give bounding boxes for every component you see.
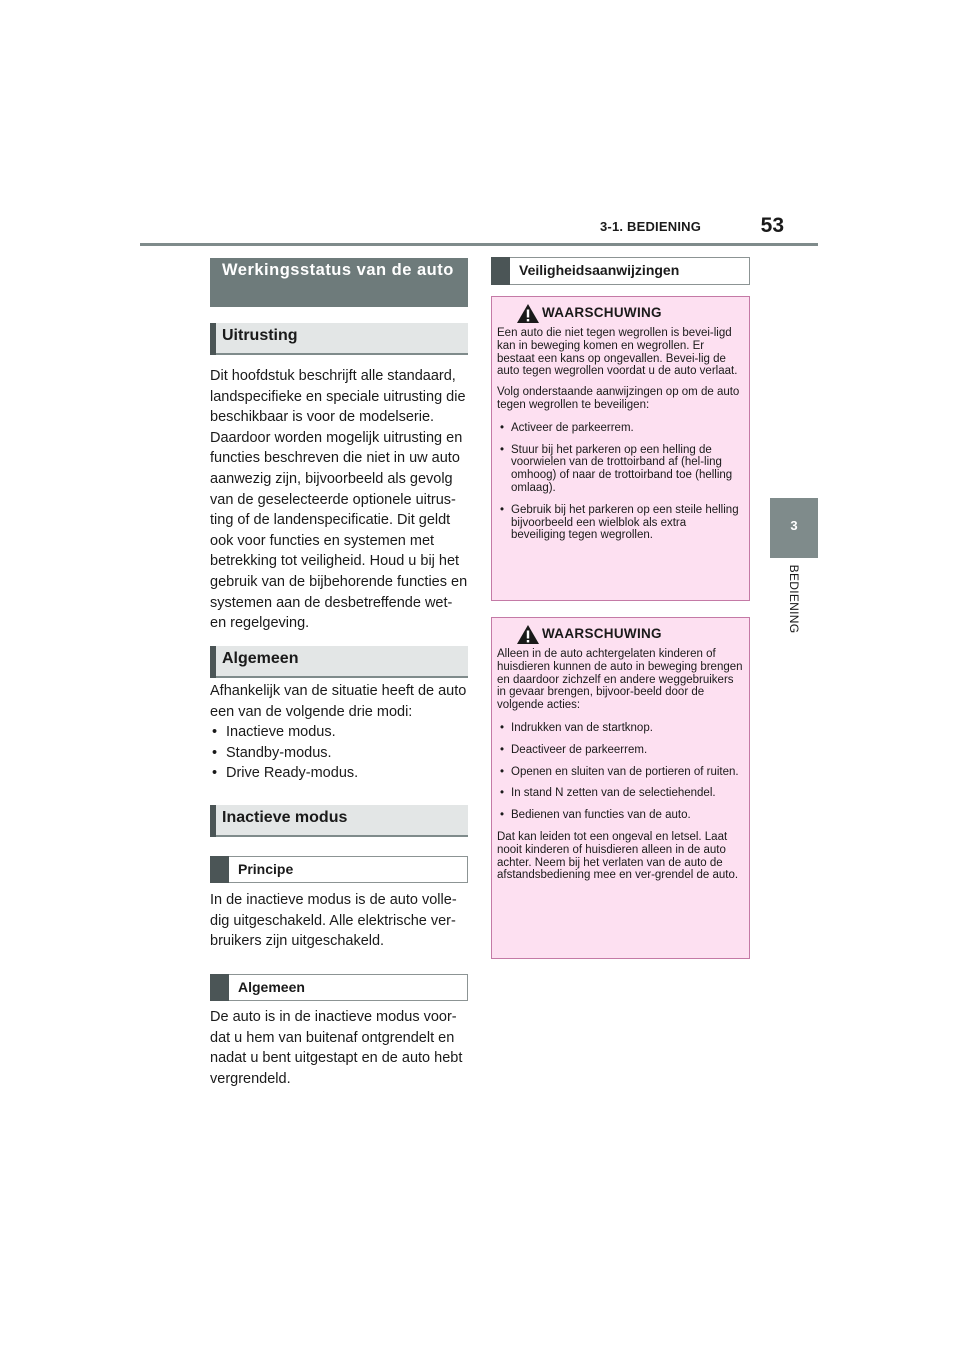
algemeen-intro: Afhankelijk van de situatie heeft de auto een van de volgende drie modi:	[210, 683, 467, 720]
warning-paragraph: Volg onderstaande aanwijzingen op om de auto tegen wegrollen te beveiligen:	[497, 386, 740, 411]
chapter-tab-label: BEDIENING	[787, 564, 801, 634]
warning-title: WAARSCHUWING	[542, 305, 662, 320]
subheading-veiligheid	[491, 257, 750, 285]
list-item: • Activeer de parkeerrem.	[497, 422, 743, 435]
warning-header	[492, 618, 749, 648]
section-title: Werkingsstatus van de auto	[222, 261, 454, 279]
principe-paragraph: In de inactieve modus is de auto volle-dig uitgeschakeld. Alle elektrische ver-bruikers zijn uitgeschakeld.	[210, 892, 457, 950]
page-number: 53	[760, 214, 784, 237]
list-item: • Openen en sluiten van de portieren of ruiten.	[497, 766, 743, 779]
chapter-tab-number: 3	[790, 518, 798, 533]
inactieve-algemeen-paragraph: De auto is in de inactieve modus voor-dat u hem van buitenaf ontgrendelt en nadat u bent uitgestapt en de auto hebt vergrendeld.	[210, 1009, 463, 1087]
list-item: • Deactiveer de parkeerrem.	[497, 744, 743, 757]
list-item: • Gebruik bij het parkeren op een steile helling bijvoorbeeld een wielblok als extra beveiliging tegen wegrollen.	[497, 504, 743, 542]
heading-inactieve-modus	[210, 805, 468, 837]
warning-box-rolling	[491, 296, 750, 601]
uitrusting-text	[210, 366, 468, 634]
section-title-bar	[210, 258, 468, 307]
warning-header	[492, 297, 749, 327]
warning-paragraph: Een auto die niet tegen wegrollen is bevei-ligd kan in beweging komen en wegrollen. Er bestaat een kans op ongevallen. Bevei-lig de auto tegen wegrollen voordat u de auto verlaat.	[497, 327, 738, 378]
list-item: • Stuur bij het parkeren op een helling de voorwielen van de trottoirband af (hel-ling omhoog) of naar de trottoirband toe (helling omlaag).	[497, 444, 743, 495]
warning-paragraph: Alleen in de auto achtergelaten kinderen of huisdieren kunnen de auto in beweging brengen en daardoor zichzelf en andere weggebruikers in gevaar brengen, bijvoor-beeld door de volgende acties:	[497, 648, 743, 712]
warning-body	[492, 327, 749, 542]
list-item: • Bedienen van functies van de auto.	[497, 809, 743, 822]
subheading-algemeen-label: Algemeen	[238, 979, 305, 995]
subheading-algemeen	[210, 974, 468, 1001]
list-item: • In stand N zetten van de selectiehendel.	[497, 787, 743, 800]
heading-uitrusting-label: Uitrusting	[222, 327, 298, 344]
algemeen-text	[210, 681, 468, 784]
warning-list	[497, 422, 743, 542]
heading-algemeen-label: Algemeen	[222, 650, 299, 667]
inactieve-algemeen-text	[210, 1007, 468, 1089]
heading-uitrusting	[210, 323, 468, 355]
warning-body	[492, 648, 749, 882]
list-item: • Inactieve modus.	[210, 722, 468, 743]
warning-title: WAARSCHUWING	[542, 626, 662, 641]
uitrusting-paragraph: Dit hoofdstuk beschrijft alle standaard, landspecifieke en speciale uitrusting die beschikbaar is voor de modelserie. Daardoor worden mogelijk uitrusting en functies beschreven die niet in uw auto aanwezig zijn, bijvoorbeeld als gevolg van de geselecteerde optionele uitrus-ting of de landenspecificatie. Dit geldt ook voor functies en systemen met betrekking tot veiligheid. Houd u bij het gebruik van de bijbehorende functies en systemen aan de desbetreffende wet- en regelgeving.	[210, 368, 468, 632]
warning-list	[497, 722, 743, 822]
warning-paragraph: Dat kan leiden tot een ongeval en letsel. Laat nooit kinderen of huisdieren alleen in de auto achter. Neem bij het verlaten van de auto de afstandsbediening mee en ver-grendel de auto.	[497, 830, 739, 882]
header-rule	[140, 243, 818, 246]
list-item: • Drive Ready-modus.	[210, 763, 468, 784]
heading-inactieve-modus-label: Inactieve modus	[222, 809, 348, 826]
section-label: 3-1. BEDIENING	[600, 219, 702, 234]
warning-icon	[517, 625, 539, 644]
warning-icon	[517, 304, 539, 323]
subheading-veiligheid-label: Veiligheidsaanwijzingen	[519, 262, 680, 278]
list-item: • Standby-modus.	[210, 743, 468, 764]
subheading-principe-label: Principe	[238, 861, 294, 877]
warning-box-children	[491, 617, 750, 959]
list-item: • Indrukken van de startknop.	[497, 722, 743, 735]
subheading-principe	[210, 856, 468, 883]
mode-list	[210, 722, 468, 784]
principe-text	[210, 890, 468, 952]
heading-algemeen	[210, 646, 468, 678]
